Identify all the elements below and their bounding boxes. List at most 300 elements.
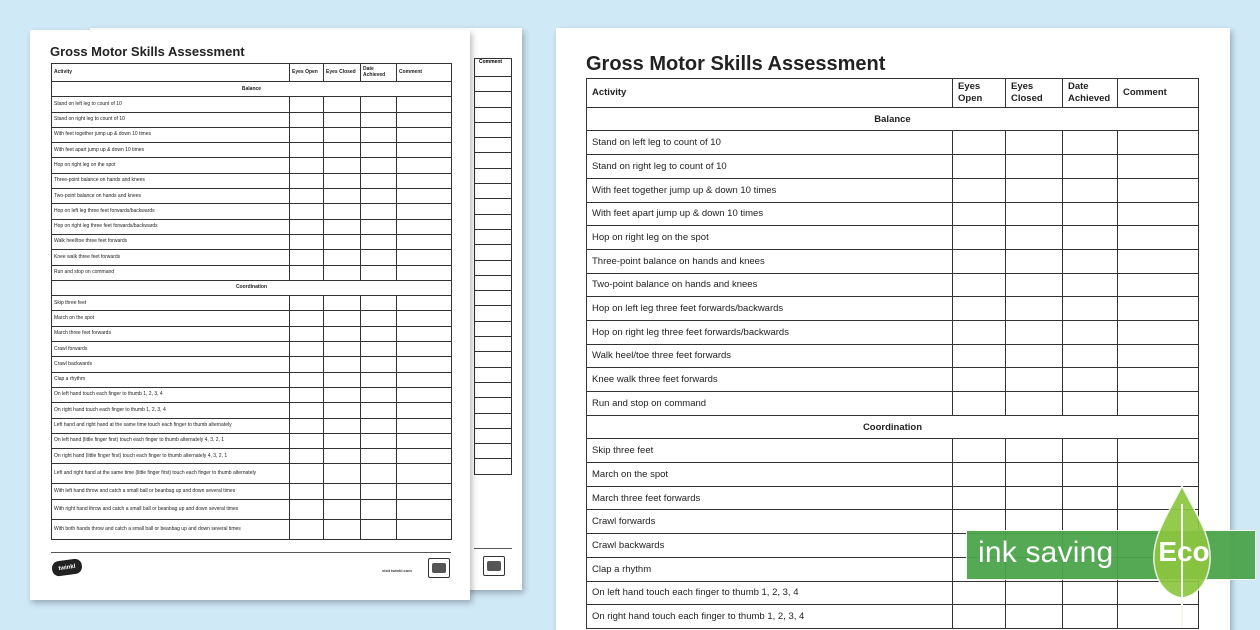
date-achieved-cell[interactable]: [361, 204, 397, 219]
eyes-open-cell[interactable]: [290, 143, 324, 158]
back-table-row: [475, 77, 512, 92]
eyes-open-cell[interactable]: [290, 499, 324, 519]
eyes-open-cell[interactable]: [290, 342, 324, 357]
table-row: [52, 296, 452, 311]
table-row: [52, 464, 452, 484]
eyes-open-cell[interactable]: [953, 392, 1006, 416]
eyes-closed-cell[interactable]: [324, 499, 361, 519]
back-comment-cell: [475, 138, 512, 153]
comment-cell[interactable]: [1118, 202, 1199, 226]
eyes-open-cell[interactable]: [953, 226, 1006, 250]
comment-cell[interactable]: [397, 403, 452, 418]
activity-cell: Crawl forwards: [52, 342, 290, 357]
comment-cell[interactable]: [397, 143, 452, 158]
activity-cell: Left and right hand at the same time (little finger first) touch each finger to thumb alternately: [52, 464, 290, 484]
col-header-eyes-open: Eyes Open: [290, 64, 324, 82]
date-achieved-cell[interactable]: [361, 484, 397, 499]
activity-cell: Stand on right leg to count of 10: [52, 112, 290, 127]
comment-cell[interactable]: [397, 418, 452, 433]
eyes-open-cell[interactable]: [290, 296, 324, 311]
eyes-closed-cell[interactable]: [324, 158, 361, 173]
activity-cell: Walk heel/toe three feet forwards: [52, 234, 290, 249]
activity-cell: With feet apart jump up & down 10 times: [587, 202, 953, 226]
back-table-row: [475, 398, 512, 413]
date-achieved-cell[interactable]: [1063, 368, 1118, 392]
activity-cell: Left hand and right hand at the same time touch each finger to thumb alternately: [52, 418, 290, 433]
eyes-closed-cell[interactable]: [324, 112, 361, 127]
eyes-open-cell[interactable]: [953, 439, 1006, 463]
col-header-date-achieved: Date Achieved: [361, 64, 397, 82]
back-table-row: [475, 413, 512, 428]
activity-cell: Crawl backwards: [587, 534, 953, 558]
eyes-closed-cell[interactable]: [324, 418, 361, 433]
back-table-row: [475, 138, 512, 153]
comment-cell[interactable]: [397, 484, 452, 499]
table-row: [52, 403, 452, 418]
date-achieved-cell[interactable]: [1063, 226, 1118, 250]
activity-cell: March on the spot: [52, 311, 290, 326]
date-achieved-cell[interactable]: [1063, 320, 1118, 344]
back-comment-cell: [475, 229, 512, 244]
comment-cell[interactable]: [397, 519, 452, 539]
activity-cell: Walk heel/toe three feet forwards: [587, 344, 953, 368]
eyes-open-cell[interactable]: [953, 273, 1006, 297]
table-row: [52, 158, 452, 173]
eyes-closed-cell[interactable]: [1006, 202, 1063, 226]
back-table-row: [475, 184, 512, 199]
activity-cell: Hop on right leg three feet forwards/backwards: [587, 320, 953, 344]
back-table-row: [475, 321, 512, 336]
table-row: [587, 273, 1199, 297]
back-comment-cell: [475, 275, 512, 290]
date-achieved-cell[interactable]: [1063, 178, 1118, 202]
eyes-open-cell[interactable]: [290, 189, 324, 204]
date-achieved-cell[interactable]: [361, 433, 397, 448]
back-comment-cell: [475, 153, 512, 168]
back-page-comment-column: [474, 58, 512, 475]
table-row: [587, 249, 1199, 273]
date-achieved-cell[interactable]: [361, 499, 397, 519]
table-row: [52, 342, 452, 357]
comment-cell[interactable]: [397, 464, 452, 484]
eyes-open-cell[interactable]: [290, 158, 324, 173]
back-table-row: [475, 291, 512, 306]
date-achieved-cell[interactable]: [361, 372, 397, 387]
comment-cell[interactable]: [1118, 368, 1199, 392]
eyes-closed-cell[interactable]: [1006, 155, 1063, 179]
table-row: [52, 519, 452, 539]
date-achieved-cell[interactable]: [1063, 273, 1118, 297]
date-achieved-cell[interactable]: [361, 357, 397, 372]
comment-cell[interactable]: [397, 204, 452, 219]
eyes-closed-cell[interactable]: [324, 519, 361, 539]
date-achieved-cell[interactable]: [1063, 131, 1118, 155]
back-table-row: [475, 168, 512, 183]
eyes-open-cell[interactable]: [290, 418, 324, 433]
table-row: [52, 449, 452, 464]
comment-cell[interactable]: [397, 449, 452, 464]
eyes-closed-cell[interactable]: [324, 143, 361, 158]
eyes-open-cell[interactable]: [290, 112, 324, 127]
activity-cell: On right hand touch each finger to thumb 1, 2, 3, 4: [52, 403, 290, 418]
eyes-open-cell[interactable]: [953, 297, 1006, 321]
table-row: [587, 344, 1199, 368]
back-footer-badge-icon: [483, 556, 505, 576]
comment-cell[interactable]: [397, 296, 452, 311]
date-achieved-cell[interactable]: [1063, 392, 1118, 416]
eyes-open-cell[interactable]: [290, 204, 324, 219]
comment-cell[interactable]: [397, 499, 452, 519]
date-achieved-cell[interactable]: [361, 143, 397, 158]
footer-badge-icon: [428, 558, 450, 578]
comment-cell[interactable]: [397, 433, 452, 448]
eyes-closed-cell[interactable]: [1006, 320, 1063, 344]
comment-cell[interactable]: [397, 357, 452, 372]
eyes-closed-cell[interactable]: [1006, 297, 1063, 321]
activity-cell: Crawl backwards: [52, 357, 290, 372]
eyes-closed-cell[interactable]: [1006, 344, 1063, 368]
table-row: [52, 127, 452, 142]
col-header-eyes-closed: Eyes Closed: [1006, 79, 1063, 108]
small-page-title: Gross Motor Skills Assessment: [50, 44, 245, 59]
eyes-open-cell[interactable]: [290, 484, 324, 499]
eyes-open-cell[interactable]: [953, 202, 1006, 226]
table-header-row: [587, 79, 1199, 108]
date-achieved-cell[interactable]: [361, 449, 397, 464]
back-comment-cell: [475, 260, 512, 275]
eyes-closed-cell[interactable]: [324, 403, 361, 418]
table-header-row: [52, 64, 452, 82]
eyes-open-cell[interactable]: [290, 449, 324, 464]
eyes-open-cell[interactable]: [953, 344, 1006, 368]
date-achieved-cell[interactable]: [361, 387, 397, 402]
activity-cell: Run and stop on command: [52, 265, 290, 280]
date-achieved-cell[interactable]: [361, 127, 397, 142]
comment-cell[interactable]: [1118, 297, 1199, 321]
table-row: [587, 202, 1199, 226]
date-achieved-cell[interactable]: [361, 234, 397, 249]
eyes-open-cell[interactable]: [290, 234, 324, 249]
eyes-open-cell[interactable]: [290, 372, 324, 387]
date-achieved-cell[interactable]: [361, 112, 397, 127]
activity-cell: Two-point balance on hands and knees: [52, 189, 290, 204]
eyes-open-cell[interactable]: [953, 463, 1006, 487]
back-comment-header: Comment: [475, 59, 512, 77]
activity-cell: Three-point balance on hands and knees: [52, 173, 290, 188]
back-comment-cell: [475, 321, 512, 336]
comment-cell[interactable]: [1118, 131, 1199, 155]
activity-cell: Crawl forwards: [587, 510, 953, 534]
back-comment-cell: [475, 398, 512, 413]
back-table-row: [475, 214, 512, 229]
date-achieved-cell[interactable]: [361, 418, 397, 433]
activity-cell: March on the spot: [587, 463, 953, 487]
activity-cell: On right hand (little finger first) touch each finger to thumb alternately 4, 3, 2, 1: [52, 449, 290, 464]
comment-cell[interactable]: [397, 250, 452, 265]
table-row: [52, 234, 452, 249]
activity-cell: Three-point balance on hands and knees: [587, 249, 953, 273]
eyes-closed-cell[interactable]: [324, 326, 361, 341]
comment-cell[interactable]: [1118, 439, 1199, 463]
comment-cell[interactable]: [397, 97, 452, 112]
col-header-activity: Activity: [587, 79, 953, 108]
activity-cell: With feet apart jump up & down 10 times: [52, 143, 290, 158]
section-heading: Balance: [587, 107, 1199, 131]
eyes-open-cell[interactable]: [290, 97, 324, 112]
eyes-closed-cell[interactable]: [1006, 463, 1063, 487]
table-row: [587, 226, 1199, 250]
section-row: [587, 107, 1199, 131]
back-comment-cell: [475, 77, 512, 92]
activity-cell: Two-point balance on hands and knees: [587, 273, 953, 297]
date-achieved-cell[interactable]: [361, 265, 397, 280]
table-row: [52, 326, 452, 341]
back-comment-cell: [475, 107, 512, 122]
date-achieved-cell[interactable]: [361, 97, 397, 112]
comment-cell[interactable]: [1118, 178, 1199, 202]
back-table-row: [475, 122, 512, 137]
comment-cell[interactable]: [1118, 463, 1199, 487]
date-achieved-cell[interactable]: [361, 326, 397, 341]
activity-cell: March three feet forwards: [52, 326, 290, 341]
eyes-open-cell[interactable]: [290, 173, 324, 188]
back-table-row: [475, 153, 512, 168]
comment-cell[interactable]: [1118, 155, 1199, 179]
activity-cell: With left hand throw and catch a small ball or beanbag up and down several times: [52, 484, 290, 499]
comment-cell[interactable]: [397, 189, 452, 204]
eyes-closed-cell[interactable]: [324, 311, 361, 326]
back-comment-cell: [475, 367, 512, 382]
eyes-closed-cell[interactable]: [1006, 368, 1063, 392]
table-row: [52, 484, 452, 499]
eyes-closed-cell[interactable]: [324, 173, 361, 188]
table-row: [587, 320, 1199, 344]
section-row: [52, 82, 452, 97]
section-heading: Coordination: [587, 415, 1199, 439]
back-table-row: [475, 92, 512, 107]
comment-cell[interactable]: [1118, 392, 1199, 416]
table-row: [587, 131, 1199, 155]
activity-cell: March three feet forwards: [587, 486, 953, 510]
activity-cell: With right hand throw and catch a small ball or beanbag up and down several times: [52, 499, 290, 519]
back-comment-cell: [475, 199, 512, 214]
activity-cell: Stand on right leg to count of 10: [587, 155, 953, 179]
activity-cell: Hop on right leg on the spot: [587, 226, 953, 250]
small-assessment-table: [51, 63, 452, 540]
activity-cell: Knee walk three feet forwards: [52, 250, 290, 265]
comment-cell[interactable]: [397, 265, 452, 280]
comment-cell[interactable]: [1118, 320, 1199, 344]
back-table-row: [475, 444, 512, 459]
eyes-closed-cell[interactable]: [324, 484, 361, 499]
activity-cell: Hop on right leg three feet forwards/backwards: [52, 219, 290, 234]
comment-cell[interactable]: [1118, 273, 1199, 297]
eyes-open-cell[interactable]: [290, 250, 324, 265]
date-achieved-cell[interactable]: [361, 342, 397, 357]
eyes-open-cell[interactable]: [290, 433, 324, 448]
small-footer-rule: [51, 552, 451, 553]
eyes-closed-cell[interactable]: [1006, 178, 1063, 202]
eyes-open-cell[interactable]: [953, 249, 1006, 273]
back-comment-cell: [475, 306, 512, 321]
back-comment-cell: [475, 168, 512, 183]
comment-cell[interactable]: [397, 387, 452, 402]
table-row: [52, 204, 452, 219]
comment-cell[interactable]: [397, 219, 452, 234]
eyes-open-cell[interactable]: [953, 155, 1006, 179]
back-table-row: [475, 337, 512, 352]
back-table-row: [475, 352, 512, 367]
section-heading: Coordination: [52, 280, 452, 295]
eyes-closed-cell[interactable]: [324, 449, 361, 464]
eyes-closed-cell[interactable]: [324, 433, 361, 448]
date-achieved-cell[interactable]: [361, 189, 397, 204]
date-achieved-cell[interactable]: [361, 519, 397, 539]
back-comment-cell: [475, 428, 512, 443]
table-row: [587, 439, 1199, 463]
eyes-open-cell[interactable]: [290, 464, 324, 484]
activity-cell: On left hand touch each finger to thumb 1, 2, 3, 4: [52, 387, 290, 402]
date-achieved-cell[interactable]: [1063, 155, 1118, 179]
back-table-row: [475, 382, 512, 397]
eyes-open-cell[interactable]: [290, 519, 324, 539]
eyes-closed-cell[interactable]: [1006, 439, 1063, 463]
date-achieved-cell[interactable]: [361, 311, 397, 326]
comment-cell[interactable]: [397, 158, 452, 173]
eyes-closed-cell[interactable]: [1006, 131, 1063, 155]
comment-cell[interactable]: [397, 173, 452, 188]
back-comment-cell: [475, 291, 512, 306]
eyes-closed-cell[interactable]: [324, 189, 361, 204]
activity-cell: Hop on left leg three feet forwards/backwards: [52, 204, 290, 219]
date-achieved-cell[interactable]: [361, 464, 397, 484]
eyes-closed-cell[interactable]: [1006, 226, 1063, 250]
table-row: [52, 143, 452, 158]
date-achieved-cell[interactable]: [361, 250, 397, 265]
back-table-row: [475, 306, 512, 321]
eyes-open-cell[interactable]: [953, 131, 1006, 155]
table-row: [52, 112, 452, 127]
date-achieved-cell[interactable]: [361, 219, 397, 234]
small-worksheet-page: [30, 30, 470, 600]
back-comment-cell: [475, 413, 512, 428]
comment-cell[interactable]: [1118, 226, 1199, 250]
eyes-closed-cell[interactable]: [324, 97, 361, 112]
activity-cell: Hop on right leg on the spot: [52, 158, 290, 173]
eyes-open-cell[interactable]: [953, 320, 1006, 344]
table-row: [587, 155, 1199, 179]
back-table-row: [475, 260, 512, 275]
section-row: [587, 415, 1199, 439]
comment-cell[interactable]: [397, 234, 452, 249]
col-header-date-achieved: Date Achieved: [1063, 79, 1118, 108]
eyes-open-cell[interactable]: [953, 178, 1006, 202]
date-achieved-cell[interactable]: [1063, 202, 1118, 226]
eyes-closed-cell[interactable]: [324, 265, 361, 280]
eyes-open-cell[interactable]: [290, 403, 324, 418]
activity-cell: With feet together jump up & down 10 times: [587, 178, 953, 202]
table-row: [587, 297, 1199, 321]
eyes-open-cell[interactable]: [953, 368, 1006, 392]
eyes-open-cell[interactable]: [290, 311, 324, 326]
eyes-open-cell[interactable]: [290, 357, 324, 372]
back-comment-cell: [475, 459, 512, 474]
large-page-title: Gross Motor Skills Assessment: [586, 53, 886, 75]
date-achieved-cell[interactable]: [361, 173, 397, 188]
eco-badge-label: ink saving: [978, 536, 1114, 569]
back-table-row: [475, 107, 512, 122]
eyes-closed-cell[interactable]: [324, 357, 361, 372]
eyes-open-cell[interactable]: [290, 387, 324, 402]
comment-cell[interactable]: [1118, 249, 1199, 273]
comment-cell[interactable]: [397, 112, 452, 127]
date-achieved-cell[interactable]: [1063, 297, 1118, 321]
eyes-closed-cell[interactable]: [324, 204, 361, 219]
comment-cell[interactable]: [1118, 344, 1199, 368]
date-achieved-cell[interactable]: [361, 158, 397, 173]
eyes-open-cell[interactable]: [290, 219, 324, 234]
back-footer-rule: [474, 548, 512, 549]
date-achieved-cell[interactable]: [1063, 344, 1118, 368]
date-achieved-cell[interactable]: [1063, 439, 1118, 463]
comment-cell[interactable]: [397, 372, 452, 387]
date-achieved-cell[interactable]: [1063, 249, 1118, 273]
back-comment-cell: [475, 382, 512, 397]
comment-cell[interactable]: [397, 311, 452, 326]
back-table-row: [475, 367, 512, 382]
comment-cell[interactable]: [397, 326, 452, 341]
eyes-closed-cell[interactable]: [1006, 273, 1063, 297]
table-row: [52, 372, 452, 387]
back-table-row: [475, 199, 512, 214]
eyes-closed-cell[interactable]: [1006, 392, 1063, 416]
eyes-closed-cell[interactable]: [324, 372, 361, 387]
table-row: [587, 178, 1199, 202]
eyes-closed-cell[interactable]: [324, 387, 361, 402]
table-row: [587, 368, 1199, 392]
eyes-closed-cell[interactable]: [324, 127, 361, 142]
back-comment-cell: [475, 214, 512, 229]
activity-cell: Stand on left leg to count of 10: [587, 131, 953, 155]
col-header-comment: Comment: [1118, 79, 1199, 108]
section-heading: Balance: [52, 82, 452, 97]
eyes-open-cell[interactable]: [290, 127, 324, 142]
eyes-closed-cell[interactable]: [324, 250, 361, 265]
back-table-row: [475, 428, 512, 443]
eyes-closed-cell[interactable]: [1006, 249, 1063, 273]
activity-cell: On left hand touch each finger to thumb 1, 2, 3, 4: [587, 581, 953, 605]
eyes-closed-cell[interactable]: [324, 464, 361, 484]
back-comment-cell: [475, 444, 512, 459]
eyes-closed-cell[interactable]: [324, 234, 361, 249]
col-header-comment: Comment: [397, 64, 452, 82]
table-row: [587, 392, 1199, 416]
activity-cell: Skip three feet: [52, 296, 290, 311]
eyes-closed-cell[interactable]: [324, 342, 361, 357]
table-row: [52, 357, 452, 372]
eyes-closed-cell[interactable]: [324, 219, 361, 234]
table-row: [52, 387, 452, 402]
date-achieved-cell[interactable]: [361, 296, 397, 311]
eyes-open-cell[interactable]: [290, 326, 324, 341]
eyes-closed-cell[interactable]: [324, 296, 361, 311]
eyes-open-cell[interactable]: [290, 265, 324, 280]
comment-cell[interactable]: [397, 127, 452, 142]
date-achieved-cell[interactable]: [1063, 463, 1118, 487]
date-achieved-cell[interactable]: [361, 403, 397, 418]
table-row: [587, 463, 1199, 487]
comment-cell[interactable]: [397, 342, 452, 357]
